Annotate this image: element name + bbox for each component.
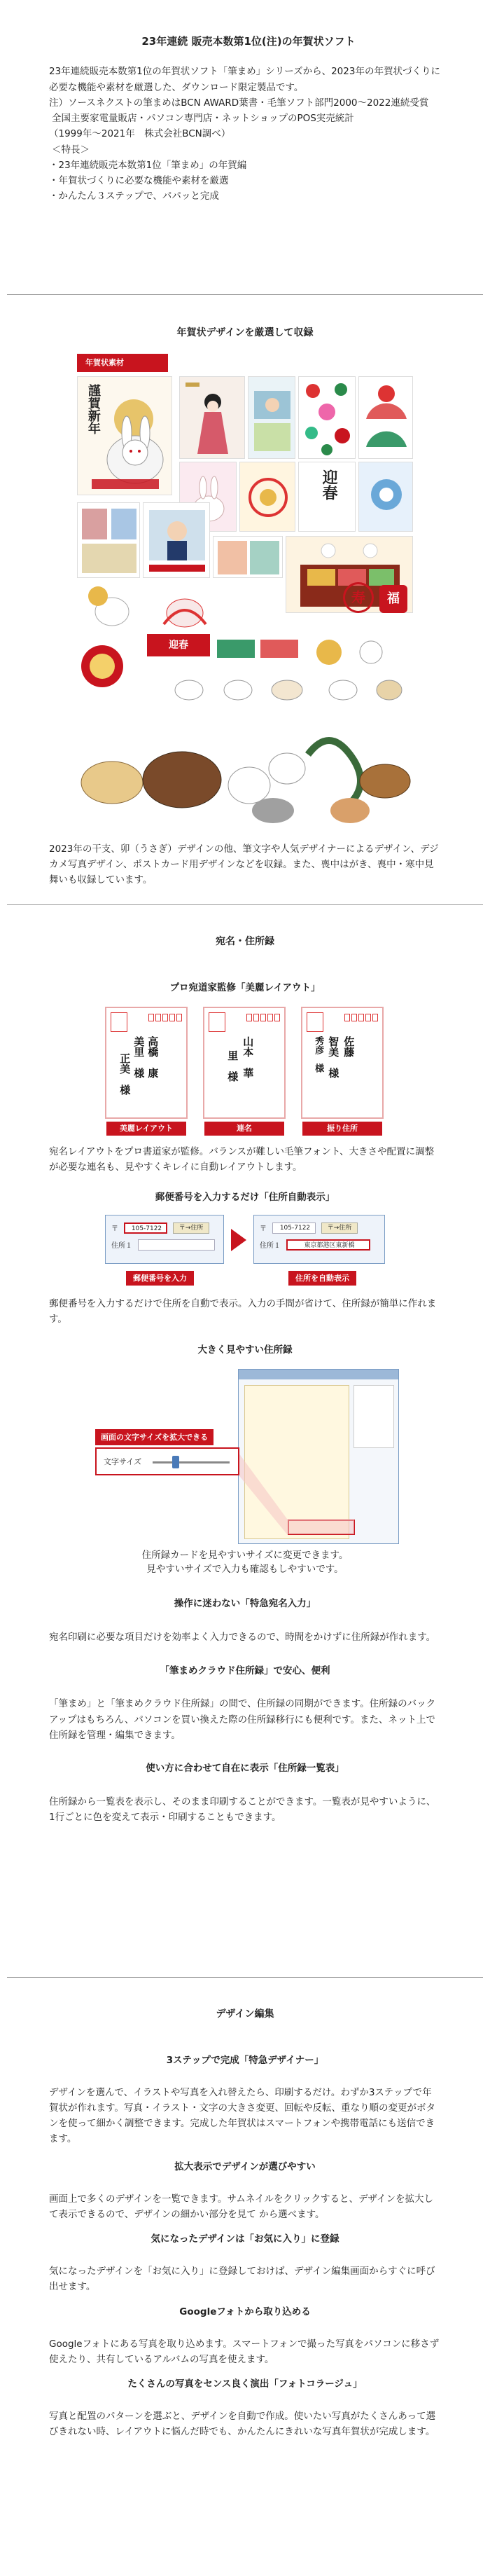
design-card-rabbit-red xyxy=(150,582,220,631)
design-description: 2023年の干支、卯（うさぎ）デザインの他、筆文字や人気デザイナーによるデザイン、デジカメ写真デザイン、ポストカード用デザインなどを収録。また、喪中はがき、喪中・寒中見舞いも収録しています。 xyxy=(49,843,439,886)
cloud-title: 「筆まめクラウド住所録」で安心、便利 xyxy=(160,1665,330,1676)
intro-note: 注）ソースネクストの筆まめはBCN AWARD葉書・毛筆ソフト部門2000～2022連続受賞 xyxy=(49,97,429,109)
zoom-description: 画面上で多くのデザインを一覧できます。サムネイルをクリックすると、デザインを拡大して表示できるので、デザインの細かい部分を見て から選べます。 xyxy=(49,2193,434,2220)
big-title: 大きく見やすい住所録 xyxy=(197,1344,293,1356)
rabbit-red-illustration xyxy=(150,582,220,631)
collage-title: たくさんの写真をセンス良く演出「フォトコラージュ」 xyxy=(127,2378,363,2390)
addr-label-2: 住所１ xyxy=(260,1242,281,1251)
design-card-rabbit-gold xyxy=(77,376,172,495)
card2-name: 山本 華 xyxy=(241,1035,255,1078)
step-description: デザインを選んで、イラストや写真を入れ替えたら、印刷するだけ。わずか3ステップで年賀状が作れます。写真・イラスト・文字の大きさ変更、回転や反転、重なり順の変更がボタンを使って細かく調整できます。完成した年賀状はスマートフォンや携帯電話にも送信できます。 xyxy=(49,2086,436,2145)
feature-item: ・かんたん３ステップで、パパッと完成 xyxy=(49,191,219,202)
fans-and-kites-illustration xyxy=(77,631,413,708)
zip-to-address-button[interactable]: 〒→住所 xyxy=(173,1222,209,1234)
card1-sub: 美里 様 xyxy=(132,1035,146,1078)
google-title: Googleフォトから取り込める xyxy=(179,2306,311,2317)
calligraphy-text: 迎春 xyxy=(320,469,339,500)
pattern-illustration xyxy=(240,462,295,532)
arrow-icon xyxy=(231,1229,246,1251)
blue-illustration xyxy=(359,462,413,532)
card1-name2: 正美 様 xyxy=(118,1052,132,1095)
layout-title: プロ宛道家監修「美麗レイアウト」 xyxy=(169,982,321,993)
addr-input-empty[interactable] xyxy=(138,1239,215,1251)
size-callout-label: 画面の文字サイズを拡大できる xyxy=(95,1429,214,1445)
design-card-calligraphy xyxy=(298,462,356,532)
design-card-flowers xyxy=(298,376,356,459)
size-slider-thumb[interactable] xyxy=(172,1456,179,1468)
zip-description: 郵便番号を入力するだけで住所を自動で表示。入力の手間が省けて、住所録が簡単に作れます。 xyxy=(49,1298,437,1325)
features-heading: ＜特長＞ xyxy=(52,144,90,156)
stamp-fuku: 福 xyxy=(379,585,407,613)
photo-collage-illustration xyxy=(78,503,140,578)
kids-photo-illustration xyxy=(214,537,283,578)
card1-name: 高橋 康 xyxy=(146,1035,160,1078)
zip-window-before xyxy=(105,1215,224,1264)
zip-label: 〒 xyxy=(111,1225,118,1234)
rabbit-illustration xyxy=(78,377,172,495)
zip-caption-right: 住所を自動表示 xyxy=(288,1271,356,1286)
edit-section xyxy=(0,1978,490,2439)
design-card-photo-1 xyxy=(77,502,140,578)
design-title: 年賀状デザインを厳選して収録 xyxy=(176,327,314,338)
big-demo xyxy=(91,1369,399,1544)
zip-title: 郵便番号を入力するだけ「住所自動表示」 xyxy=(155,1192,335,1204)
design-card-photo-2 xyxy=(143,502,210,578)
features-list xyxy=(49,158,448,205)
addr-label: 住所１ xyxy=(111,1242,132,1251)
card2-sub: 里 様 xyxy=(226,1049,239,1082)
list-title: 使い方に合わせて自在に表示「住所録一覧表」 xyxy=(146,1763,344,1775)
size-slider-panel xyxy=(95,1447,239,1475)
card-title-text: 謹賀新年 xyxy=(85,383,101,434)
zoom-title: 拡大表示でデザインが選びやすい xyxy=(174,2161,316,2172)
quick-entry-title: 操作に迷わない「特急宛名入力」 xyxy=(174,1598,316,1610)
address-card-joint xyxy=(203,1007,286,1133)
address-section xyxy=(0,905,490,1977)
label-beautiful: 美麗レイアウト xyxy=(106,1122,186,1136)
dancing-rabbit-illustration xyxy=(77,582,147,631)
intro-lead: 23年連続販売本数第1位の年賀状ソフト「筆まめ」シリーズから、2023年の年賀状づくりに必要な機能や素材を厳選した、ダウンロード限定製品です。 xyxy=(49,66,440,93)
intro-note-2: 全国主要家電量販店・パソコン専門店・ネットショップのPOS実売統計 xyxy=(52,113,354,125)
feature-item: ・年賀状づくりに必要な機能や素材を厳選 xyxy=(49,175,229,187)
label-joint: 連名 xyxy=(204,1122,284,1136)
edit-title: デザイン編集 xyxy=(216,2009,274,2020)
design-gallery xyxy=(77,354,413,837)
google-description: Googleフォトにある写真を取り込めます。スマートフォンで撮った写真をパソコンに移さず使えたり、共有しているアルバムの写真を使えます。 xyxy=(49,2338,440,2365)
step-title: 3ステップで完成「特急デザイナー」 xyxy=(166,2054,324,2066)
card3-sub2: 秀彦 様 xyxy=(313,1035,324,1073)
card3-name: 佐藤 xyxy=(342,1035,356,1057)
zip-label-2: 〒 xyxy=(260,1225,267,1234)
favorite-description: 気になったデザインを「お気に入り」に登録しておけば、デザイン編集画面からすぐに呼び出せます。 xyxy=(49,2266,435,2293)
design-card-kimono xyxy=(179,376,245,459)
address-card-reading xyxy=(301,1007,384,1133)
design-card-rabbit-dance xyxy=(77,582,147,631)
size-slider-track[interactable] xyxy=(153,1461,230,1463)
zip-caption-left: 郵便番号を入力 xyxy=(126,1271,194,1286)
design-card-pattern xyxy=(239,462,295,532)
zip-to-address-button-2[interactable]: 〒→住所 xyxy=(321,1222,358,1234)
kimono-illustration xyxy=(180,377,245,459)
design-card-blue xyxy=(358,462,413,532)
collage-description: 写真と配置のパターンを選ぶと、デザインを自動で作成。使いたい写真がたくさんあって選びきれない時、レイアウトに悩んだ時でも、かんたんにきれいな写真年賀状が完成します。 xyxy=(49,2410,436,2438)
zip-demo xyxy=(105,1215,385,1292)
favorite-title: 気になったデザインは「お気に入り」に登録 xyxy=(150,2233,340,2245)
design-card-fans xyxy=(358,376,413,459)
child-photo-illustration xyxy=(144,503,210,578)
card3-sub: 智美 様 xyxy=(327,1035,340,1078)
list-description: 住所録から一覧表を表示し、そのまま印刷することができます。一覧表が見やすいように、1行ごとに色を変えて表示・印刷することもできます。 xyxy=(49,1796,436,1824)
stamp-geishun: 迎春 xyxy=(147,634,210,656)
big-description-2: 見やすいサイズで入力も確認もしやすいです。 xyxy=(146,1564,344,1576)
layout-samples xyxy=(105,1007,385,1140)
address-title: 宛名・住所録 xyxy=(216,936,274,947)
design-section xyxy=(0,295,490,904)
feature-item: ・23年連続販売本数第1位「筆まめ」の年賀編 xyxy=(49,159,247,171)
zodiac-animals-illustration xyxy=(77,712,413,832)
zip-window-after xyxy=(253,1215,385,1264)
layout-description: 宛名レイアウトをプロ書道家が監修。バランスが難しい毛筆フォント、大きさや配置に調整が必要な連名も、見やすくキレイに自動レイアウトします。 xyxy=(49,1145,435,1173)
size-slider-label: 文字サイズ xyxy=(104,1456,142,1466)
addr-input-filled[interactable]: 東京都港区東新橋 xyxy=(286,1239,370,1251)
design-card-photo-family xyxy=(248,376,295,459)
zip-input[interactable]: 105-7122 xyxy=(124,1222,167,1234)
big-description-1: 住所録カードを見やすいサイズに変更できます。 xyxy=(141,1549,349,1561)
design-card-photo-3 xyxy=(213,536,283,578)
stamp-kotobuki: 寿 xyxy=(343,582,374,613)
address-card-beautiful xyxy=(105,1007,188,1133)
intro-section xyxy=(0,0,490,294)
label-reading: 振り住所 xyxy=(302,1122,382,1136)
cloud-description: 「筆まめ」と「筆まめクラウド住所録」の間で、住所録の同期ができます。住所録のバックアップはもちろん、パソコンを買い換えた際の住所録移行にも便利です。また、ネット上で住所録を管理・編集できます。 xyxy=(49,1698,436,1741)
fan-illustration xyxy=(359,377,413,459)
intro-note-3: （1999年～2021年 株式会社BCN調べ） xyxy=(49,128,231,140)
photo-illustration xyxy=(248,377,295,459)
flower-illustration xyxy=(299,377,356,459)
materials-badge: 年賀状素材 xyxy=(77,354,168,372)
quick-entry-description: 宛名印刷に必要な項目だけを効率よく入力できるので、時間をかけずに住所録が作れます。 xyxy=(49,1632,436,1644)
zip-input-2[interactable]: 105-7122 xyxy=(272,1222,316,1234)
intro-title: 23年連続 販売本数第1位(注)の年賀状ソフト xyxy=(141,35,356,48)
